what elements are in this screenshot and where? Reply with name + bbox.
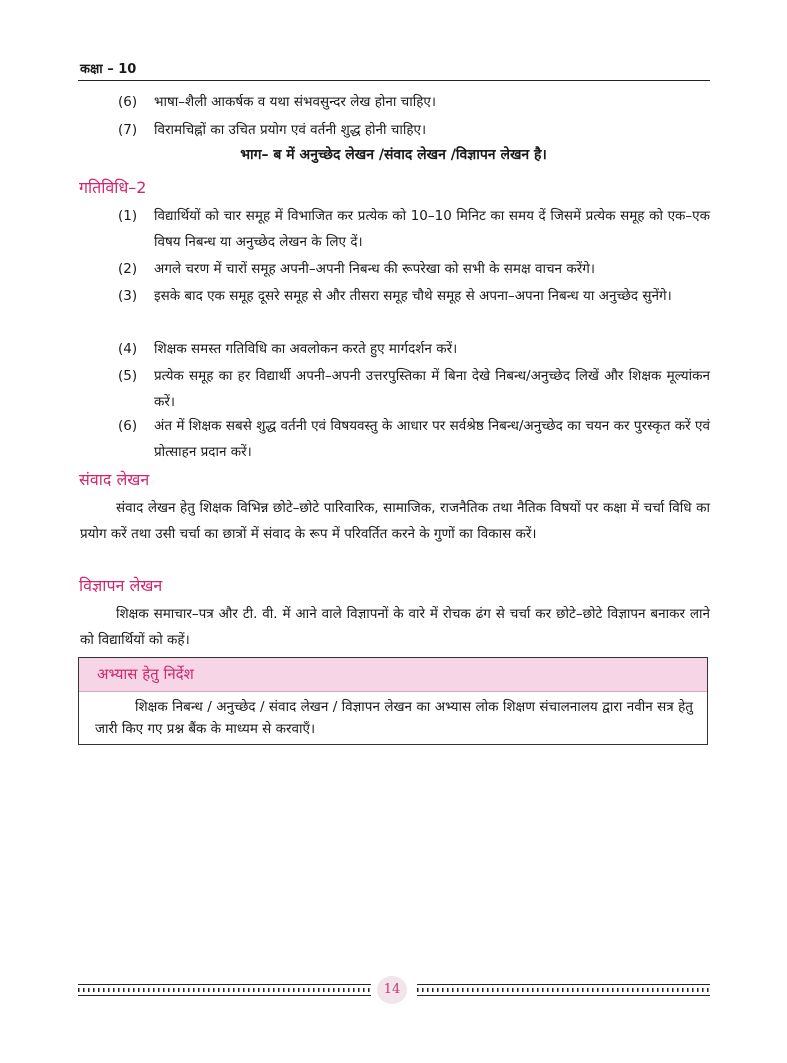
- list-item: [118, 117, 710, 143]
- vigyapan-paragraph: शिक्षक समाचार–पत्र और टी. वी. में आने वाले विज्ञापनों के वारे में रोचक ढंग से चर्चा कर छोटे–छोटे विज्ञापन बनाकर लाने को विद्यार्थियों को कहें।: [80, 606, 710, 648]
- list-item-number: (4): [118, 341, 138, 357]
- footer-band-left: [78, 984, 371, 996]
- page-number: 14: [377, 976, 407, 1004]
- practice-box: [78, 657, 708, 745]
- list-item-number: (7): [118, 122, 138, 138]
- list-item: [118, 256, 710, 282]
- list-item: [118, 283, 710, 309]
- practice-box-heading: अभ्यास हेतु निर्देश: [79, 658, 707, 692]
- list-item-text: विरामचिह्नों का उचित प्रयोग एवं वर्तनी शुद्ध होनी चाहिए।: [154, 122, 427, 138]
- practice-box-text: शिक्षक निबन्ध / अनुच्छेद / संवाद लेखन / विज्ञापन लेखन का अभ्यास लोक शिक्षण संचालनालय द्वारा नवीन सत्र हेतु जारी किए गए प्रश्न बैंक के माध्यम से करवाएँ।: [95, 699, 693, 737]
- part-heading: भाग– ब में अनुच्छेद लेखन /संवाद लेखन /विज्ञापन लेखन है।: [240, 147, 547, 163]
- list-item-text: इसके बाद एक समूह दूसरे समूह से और तीसरा समूह चौथे समूह से अपना–अपना निबन्ध या अनुच्छेद सुनेंगे।: [154, 288, 672, 304]
- activity-heading: गतिविधि–2: [79, 178, 147, 197]
- list-item-text: अंत में शिक्षक सबसे शुद्ध वर्तनी एवं विषयवस्तु के आधार पर सर्वश्रेष्ठ निबन्ध/अनुच्छेद का चयन कर पुरस्कृत करें एवं प्रोत्साहन प्रदान करें।: [154, 418, 710, 460]
- list-item-number: (2): [118, 261, 138, 277]
- class-label: कक्षा – 10: [80, 62, 137, 77]
- vigyapan-heading: विज्ञापन लेखन: [79, 576, 163, 595]
- list-item-text: शिक्षक समस्त गतिविधि का अवलोकन करते हुए मार्गदर्शन करें।: [154, 341, 458, 357]
- list-item: [118, 413, 710, 465]
- list-item: [118, 203, 710, 255]
- footer-band-right: [417, 984, 710, 996]
- list-item: [118, 336, 710, 362]
- list-item-text: विद्यार्थियों को चार समूह में विभाजित कर प्रत्येक को 10–10 मिनिट का समय दें जिसमें प्रत्येक समूह को एक–एक विषय निबन्ध या अनुच्छेद लेखन के लिए दें।: [154, 208, 710, 250]
- list-item-number: (5): [118, 368, 138, 384]
- header-rule: [78, 80, 710, 81]
- list-item-number: (6): [118, 94, 138, 110]
- list-item-number: (6): [118, 418, 138, 434]
- samvad-heading: संवाद लेखन: [79, 470, 150, 489]
- list-item-text: प्रत्येक समूह का हर विद्यार्थी अपनी–अपनी उत्तरपुस्तिका में बिना देखे निबन्ध/अनुच्छेद लिखें और शिक्षक मूल्यांकन करें।: [154, 368, 710, 410]
- list-item-text: भाषा–शैली आकर्षक व यथा संभवसुन्दर लेख होना चाहिए।: [154, 94, 436, 110]
- list-item: [118, 363, 710, 415]
- list-item-text: अगले चरण में चारों समूह अपनी–अपनी निबन्ध की रूपरेखा को सभी के समक्ष वाचन करेंगे।: [154, 261, 595, 277]
- list-item-number: (1): [118, 208, 138, 224]
- list-item-number: (3): [118, 288, 138, 304]
- samvad-paragraph: संवाद लेखन हेतु शिक्षक विभिन्न छोटे–छोटे पारिवारिक, सामाजिक, राजनैतिक तथा नैतिक विषयों पर कक्षा में चर्चा विधि का प्रयोग करें तथा उसी चर्चा का छात्रों में संवाद के रूप में परिवर्तित करने के गुणों का विकास करें।: [80, 500, 710, 542]
- list-item: [118, 89, 710, 115]
